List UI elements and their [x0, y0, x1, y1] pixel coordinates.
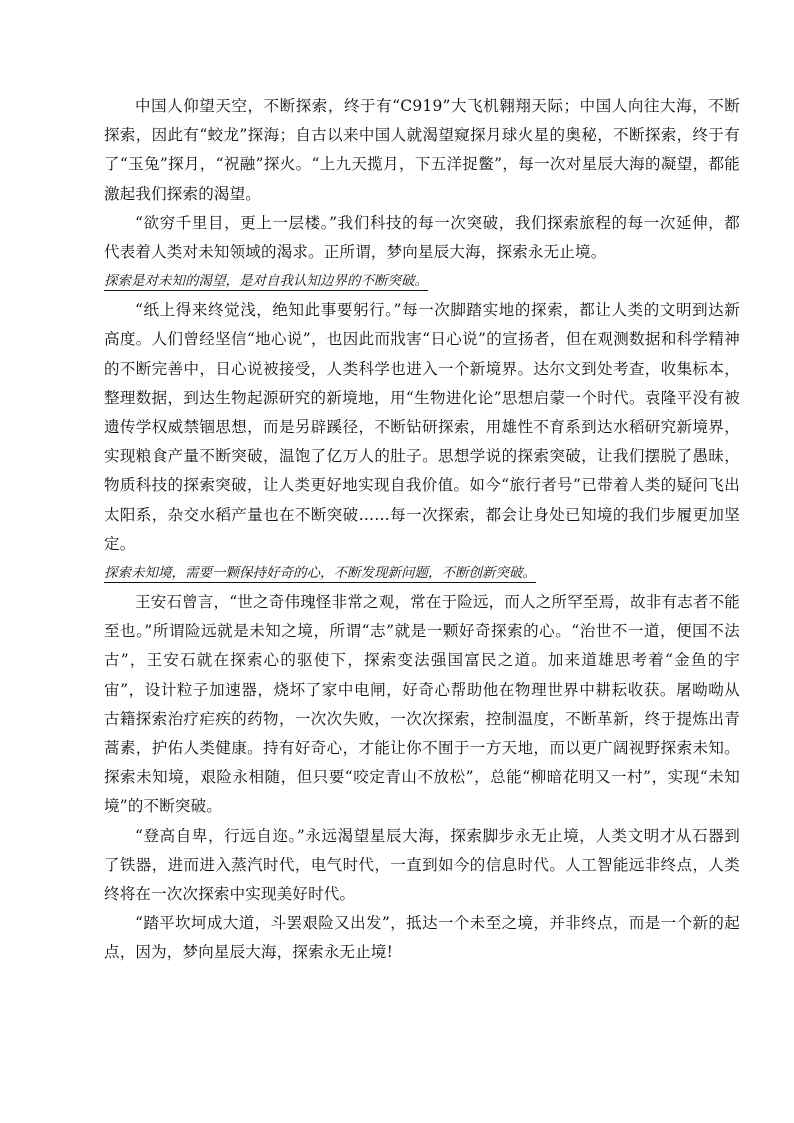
- thesis-text-1: 探索是对未知的渴望，是对自我认知边界的不断突破。: [104, 273, 428, 290]
- paragraph-body-2: 王安石曾言，“世之奇伟瑰怪非常之观，常在于险远，而人之所罕至焉，故非有志者不能至也。”所谓险远就是未知之境，所谓“志”就是一颗好奇探索的心。“治世不一道，便国不法古”，王安石就在探索心的驱使下，探索变法强国富民之道。加来道雄思考着“金鱼的宇宙”，设计粒子加速器，烧坏了家中电闸，好奇心帮助他在物理世界中耕耘收获。屠呦呦从古籍探索治疗疟疾的药物，一次次失败，一次次探索，控制温度，不断革新，终于提炼出青蒿素，护佑人类健康。持有好奇心，才能让你不囿于一方天地，而以更广阔视野探索未知。探索未知境，艰险永相随，但只要“咬定青山不放松”，总能“柳暗花明又一村”，实现“未知境”的不断突破。: [104, 593, 740, 816]
- thesis-line-1: [104, 267, 740, 296]
- paragraph-conclusion: “踏平坎坷成大道，斗罢艰险又出发”，抵达一个未至之境，并非终点，而是一个新的起点，因为，梦向星辰大海，探索永无止境!: [104, 914, 740, 962]
- paragraph-quote-1: “欲穷千里目，更上一层楼。”我们科技的每一次突破，我们探索旅程的每一次延伸，都代表着人类对未知领域的渴求。正所谓，梦向星辰大海，探索永无止境。: [104, 213, 740, 262]
- essay-body: [104, 92, 740, 968]
- paragraph-body-1: “纸上得来终觉浅，绝知此事要躬行。”每一次脚踏实地的探索，都让人类的文明到达新高度。人们曾经坚信“地心说”，也因此而戕害“日心说”的宣扬者，但在观测数据和科学精神的不断完善中，日心说被接受，人类科学也进入一个新境界。达尔文到处考查，收集标本，整理数据，到达生物起源研究的新境地，用“生物进化论”思想启蒙一个时代。袁隆平没有被遗传学权威禁锢思想，而是另辟蹊径，不断钻研探索，用雄性不育系到达水稻研究新境界，实现粮食产量不断突破，温饱了亿万人的肚子。思想学说的探索突破，让我们摆脱了愚昧，物质科技的探索突破，让人类更好地实现自我价值。如今“旅行者号”已带着人类的疑问飞出太阳系，杂交水稻产量也在不断突破……每一次探索，都会让身处已知境的我们步履更加坚定。: [104, 301, 740, 553]
- paragraph-body-3: “登高自卑，行远自迩。”永远渴望星辰大海，探索脚步永无止境，人类文明才从石器到了铁器，进而进入蒸汽时代，电气时代，一直到如今的信息时代。人工智能远非终点，人类终将在一次次探索中实现美好时代。: [104, 826, 740, 904]
- thesis-text-2: 探索未知境，需要一颗保持好奇的心，不断发现新问题，不断创新突破。: [104, 565, 536, 582]
- thesis-line-2: [104, 559, 740, 588]
- paragraph-intro: 中国人仰望天空，不断探索，终于有“C919”大飞机翱翔天际；中国人向往大海，不断探索，因此有“蛟龙”探海；自古以来中国人就渴望窥探月球火星的奥秘，不断探索，终于有了“玉兔”探月，“祝融”探火。“上九天揽月，下五洋捉鳖”，每一次对星辰大海的凝望，都能激起我们探索的渴望。: [104, 97, 740, 203]
